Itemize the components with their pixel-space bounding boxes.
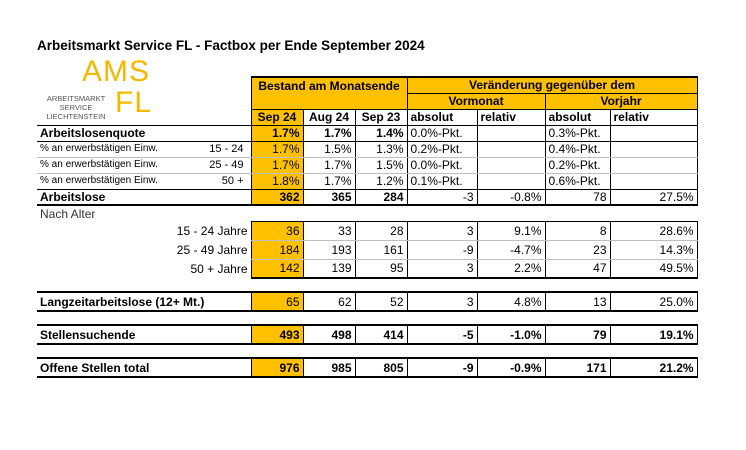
row-label: Arbeitslosenquote [37, 125, 251, 141]
page-title: Arbeitsmarkt Service FL - Factbox per Ende September 2024 [37, 38, 425, 53]
logo-subtitle: ARBEITSMARKT SERVICE LIECHTENSTEIN [46, 94, 106, 121]
col-vj-absolut: absolut [545, 109, 610, 125]
table-row-arbeitslose: Arbeitslose 362 365 284 -3 -0.8% 78 27.5% [37, 189, 697, 205]
table-row-offene-stellen: Offene Stellen total 976 985 805 -9 -0.9% 171 21.2% [37, 358, 697, 377]
col-aug24: Aug 24 [303, 109, 355, 125]
table-row-alter-15-24: 15 - 24 Jahre 36 33 28 3 9.1% 8 28.6% [37, 221, 697, 240]
logo-ams-text: AMS [82, 55, 151, 88]
col-vj-relativ: relativ [610, 109, 697, 125]
factbox-table [37, 76, 698, 378]
header-row-1 [37, 77, 697, 93]
table-row-nach-alter [37, 205, 697, 221]
section-nach-alter: Nach Alter [40, 206, 96, 221]
table-row-quote-50: % an erwerbstätigen Einw. 50 + 1.8% 1.7% 1.2% 0.1%-Pkt. 0.6%-Pkt. [37, 173, 697, 189]
col-sep24: Sep 24 [251, 109, 303, 125]
col-sep23: Sep 23 [355, 109, 407, 125]
col-vm-relativ: relativ [477, 109, 545, 125]
table-row-alter-25-49: 25 - 49 Jahre 184 193 161 -9 -4.7% 23 14.3% [37, 240, 697, 259]
col-vm-absolut: absolut [407, 109, 477, 125]
table-row-quote: Arbeitslosenquote 1.7% 1.7% 1.4% 0.0%-Pkt. 0.3%-Pkt. [37, 125, 697, 141]
header-vormonat: Vormonat [407, 93, 545, 109]
table-row-stellensuchende: Stellensuchende 493 498 414 -5 -1.0% 79 19.1% [37, 325, 697, 344]
header-row-3 [37, 109, 697, 125]
table-row-alter-50: 50 + Jahre 142 139 95 3 2.2% 47 49.5% [37, 259, 697, 278]
table-row-langzeit: Langzeitarbeitslose (12+ Mt.) 65 62 52 3 4.8% 13 25.0% [37, 292, 697, 311]
header-veraenderung: Veränderung gegenüber dem [407, 77, 697, 93]
header-row-2 [37, 93, 697, 109]
logo-fl-text: FL [115, 86, 153, 119]
header-bestand: Bestand am Monatsende [251, 77, 407, 93]
table-row-quote-25-49: % an erwerbstätigen Einw. 25 - 49 1.7% 1.7% 1.5% 0.0%-Pkt. 0.2%-Pkt. [37, 157, 697, 173]
header-vorjahr: Vorjahr [545, 93, 697, 109]
table-row-quote-15-24: % an erwerbstätigen Einw. 15 - 24 1.7% 1.5% 1.3% 0.2%-Pkt. 0.4%-Pkt. [37, 141, 697, 157]
